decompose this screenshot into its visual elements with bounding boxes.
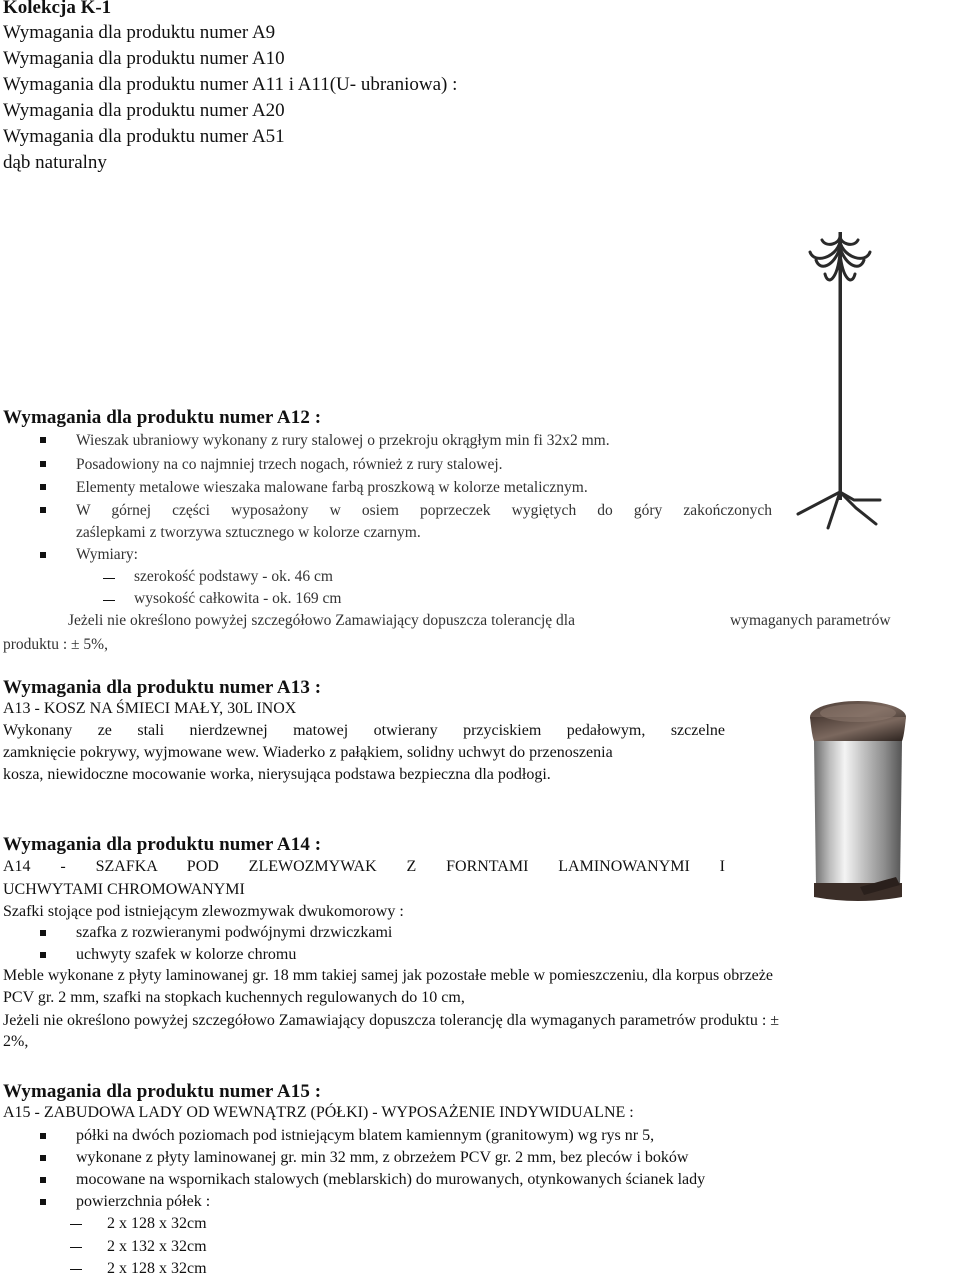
a12-bullet: Wieszak ubraniowy wykonany z rury stalowej o przekroju okrągłym min fi 32x2 mm. [76,432,610,449]
bullet-square-icon [40,1133,46,1139]
bullet-square-icon [40,1155,46,1161]
a12-heading: Wymagania dla produktu numer A12 : [3,407,322,428]
a14-bullet: szafka z rozwieranymi podwójnymi drzwiczkami [76,924,393,941]
bullet-square-icon [40,1177,46,1183]
bullet-square-icon [40,461,46,467]
dash-icon [103,600,115,601]
a15-bullet: półki na dwóch poziomach pod istniejącym blatem kamiennym (granitowym) wg rys nr 5, [76,1127,655,1144]
header-line: Wymagania dla produktu numer A20 [3,100,285,121]
a14-title-cont: UCHWYTAMI CHROMOWANYMI [3,881,245,898]
a14-body: Meble wykonane z płyty laminowanej gr. 18 mm takiej samej jak pozostałe meble w pomieszczeniu, dla korpus obrzeże [3,967,773,984]
a14-body: 2%, [3,1033,29,1050]
a12-tolerance: Jeżeli nie określono powyżej szczegółowo Zamawiający dopuszcza tolerancję dla [68,612,575,629]
header-line: dąb naturalny [3,152,107,173]
a13-description-line: kosza, niewidoczne mocowanie worka, nierysująca podstawa bezpieczna dla podłogi. [3,766,551,783]
bullet-square-icon [40,437,46,443]
a12-bullet-continued: zaślepkami z tworzywa sztucznego w kolorze czarnym. [76,524,421,541]
a12-tolerance-value: produktu : ± 5%, [3,636,108,653]
a12-bullet: W górnej części wyposażony w osiem poprzeczek wygiętych do góry zakończonych [76,502,772,519]
a12-bullet: Elementy metalowe wieszaka malowane farbą proszkową w kolorze metalicznym. [76,479,588,496]
a15-heading: Wymagania dla produktu numer A15 : [3,1081,322,1102]
a12-bullet: Wymiary: [76,546,138,563]
dash-icon [70,1224,82,1225]
a15-bullet: mocowane na wspornikach stalowych (meblarskich) do murowanych, otynkowanych ścianek lady [76,1171,706,1188]
a15-size: 2 x 128 x 32cm [107,1215,207,1232]
a13-description-line: Wykonany ze stali nierdzewnej matowej otwierany przyciskiem pedałowym, szczelne [3,722,725,739]
a15-bullet: powierzchnia półek : [76,1193,211,1210]
a14-body: Jeżeli nie określono powyżej szczegółowo Zamawiający dopuszcza tolerancję dla wymaganych parametrów produktu : ± [3,1012,780,1029]
a14-bullet: uchwyty szafek w kolorze chromu [76,946,297,963]
header-line: Wymagania dla produktu numer A11 i A11(U- ubraniowa) : [3,74,458,95]
header-line: Wymagania dla produktu numer A10 [3,48,285,69]
trash-bin-photo [800,697,916,909]
a12-dimension: wysokość całkowita - ok. 169 cm [134,590,342,607]
bullet-square-icon [40,484,46,490]
a12-dimension: szerokość podstawy - ok. 46 cm [134,568,333,585]
a14-intro: Szafki stojące pod istniejącym zlewozmywak dwukomorowy : [3,903,404,920]
collection-title: Kolekcja K-1 [3,0,112,18]
dash-icon [70,1269,82,1270]
dash-icon [70,1247,82,1248]
header-line: Wymagania dla produktu numer A51 [3,126,285,147]
a15-size: 2 x 132 x 32cm [107,1238,207,1255]
coat-rack-photo [790,222,890,540]
bullet-square-icon [40,552,46,558]
a15-size: 2 x 128 x 32cm [107,1260,207,1277]
a15-bullet: wykonane z płyty laminowanej gr. min 32 mm, z obrzeżem PCV gr. 2 mm, bez pleców i boków [76,1149,689,1166]
a14-body: PCV gr. 2 mm, szafki na stopkach kuchennych regulowanych do 10 cm, [3,989,465,1006]
bullet-square-icon [40,1199,46,1205]
a12-bullet: Posadowiony na co najmniej trzech nogach, również z rury stalowej. [76,456,503,473]
a12-tolerance-cont: wymaganych parametrów [730,612,891,629]
a14-heading: Wymagania dla produktu numer A14 : [3,834,322,855]
header-line: Wymagania dla produktu numer A9 [3,22,276,43]
a15-title: A15 - ZABUDOWA LADY OD WEWNĄTRZ (PÓŁKI) - WYPOSAŻENIE INDYWIDUALNE : [3,1104,634,1121]
bullet-square-icon [40,952,46,958]
bullet-square-icon [40,507,46,513]
a13-title: A13 - KOSZ NA ŚMIECI MAŁY, 30L INOX [3,700,297,717]
bullet-square-icon [40,930,46,936]
a14-title: A14 - SZAFKA POD ZLEWOZMYWAK Z FORNTAMI LAMINOWANYMI I [3,858,725,875]
a13-heading: Wymagania dla produktu numer A13 : [3,677,322,698]
a13-description-line: zamknięcie pokrywy, wyjmowane wew. Wiaderko z pałąkiem, solidny uchwyt do przenoszenia [3,744,613,761]
dash-icon [103,578,115,579]
